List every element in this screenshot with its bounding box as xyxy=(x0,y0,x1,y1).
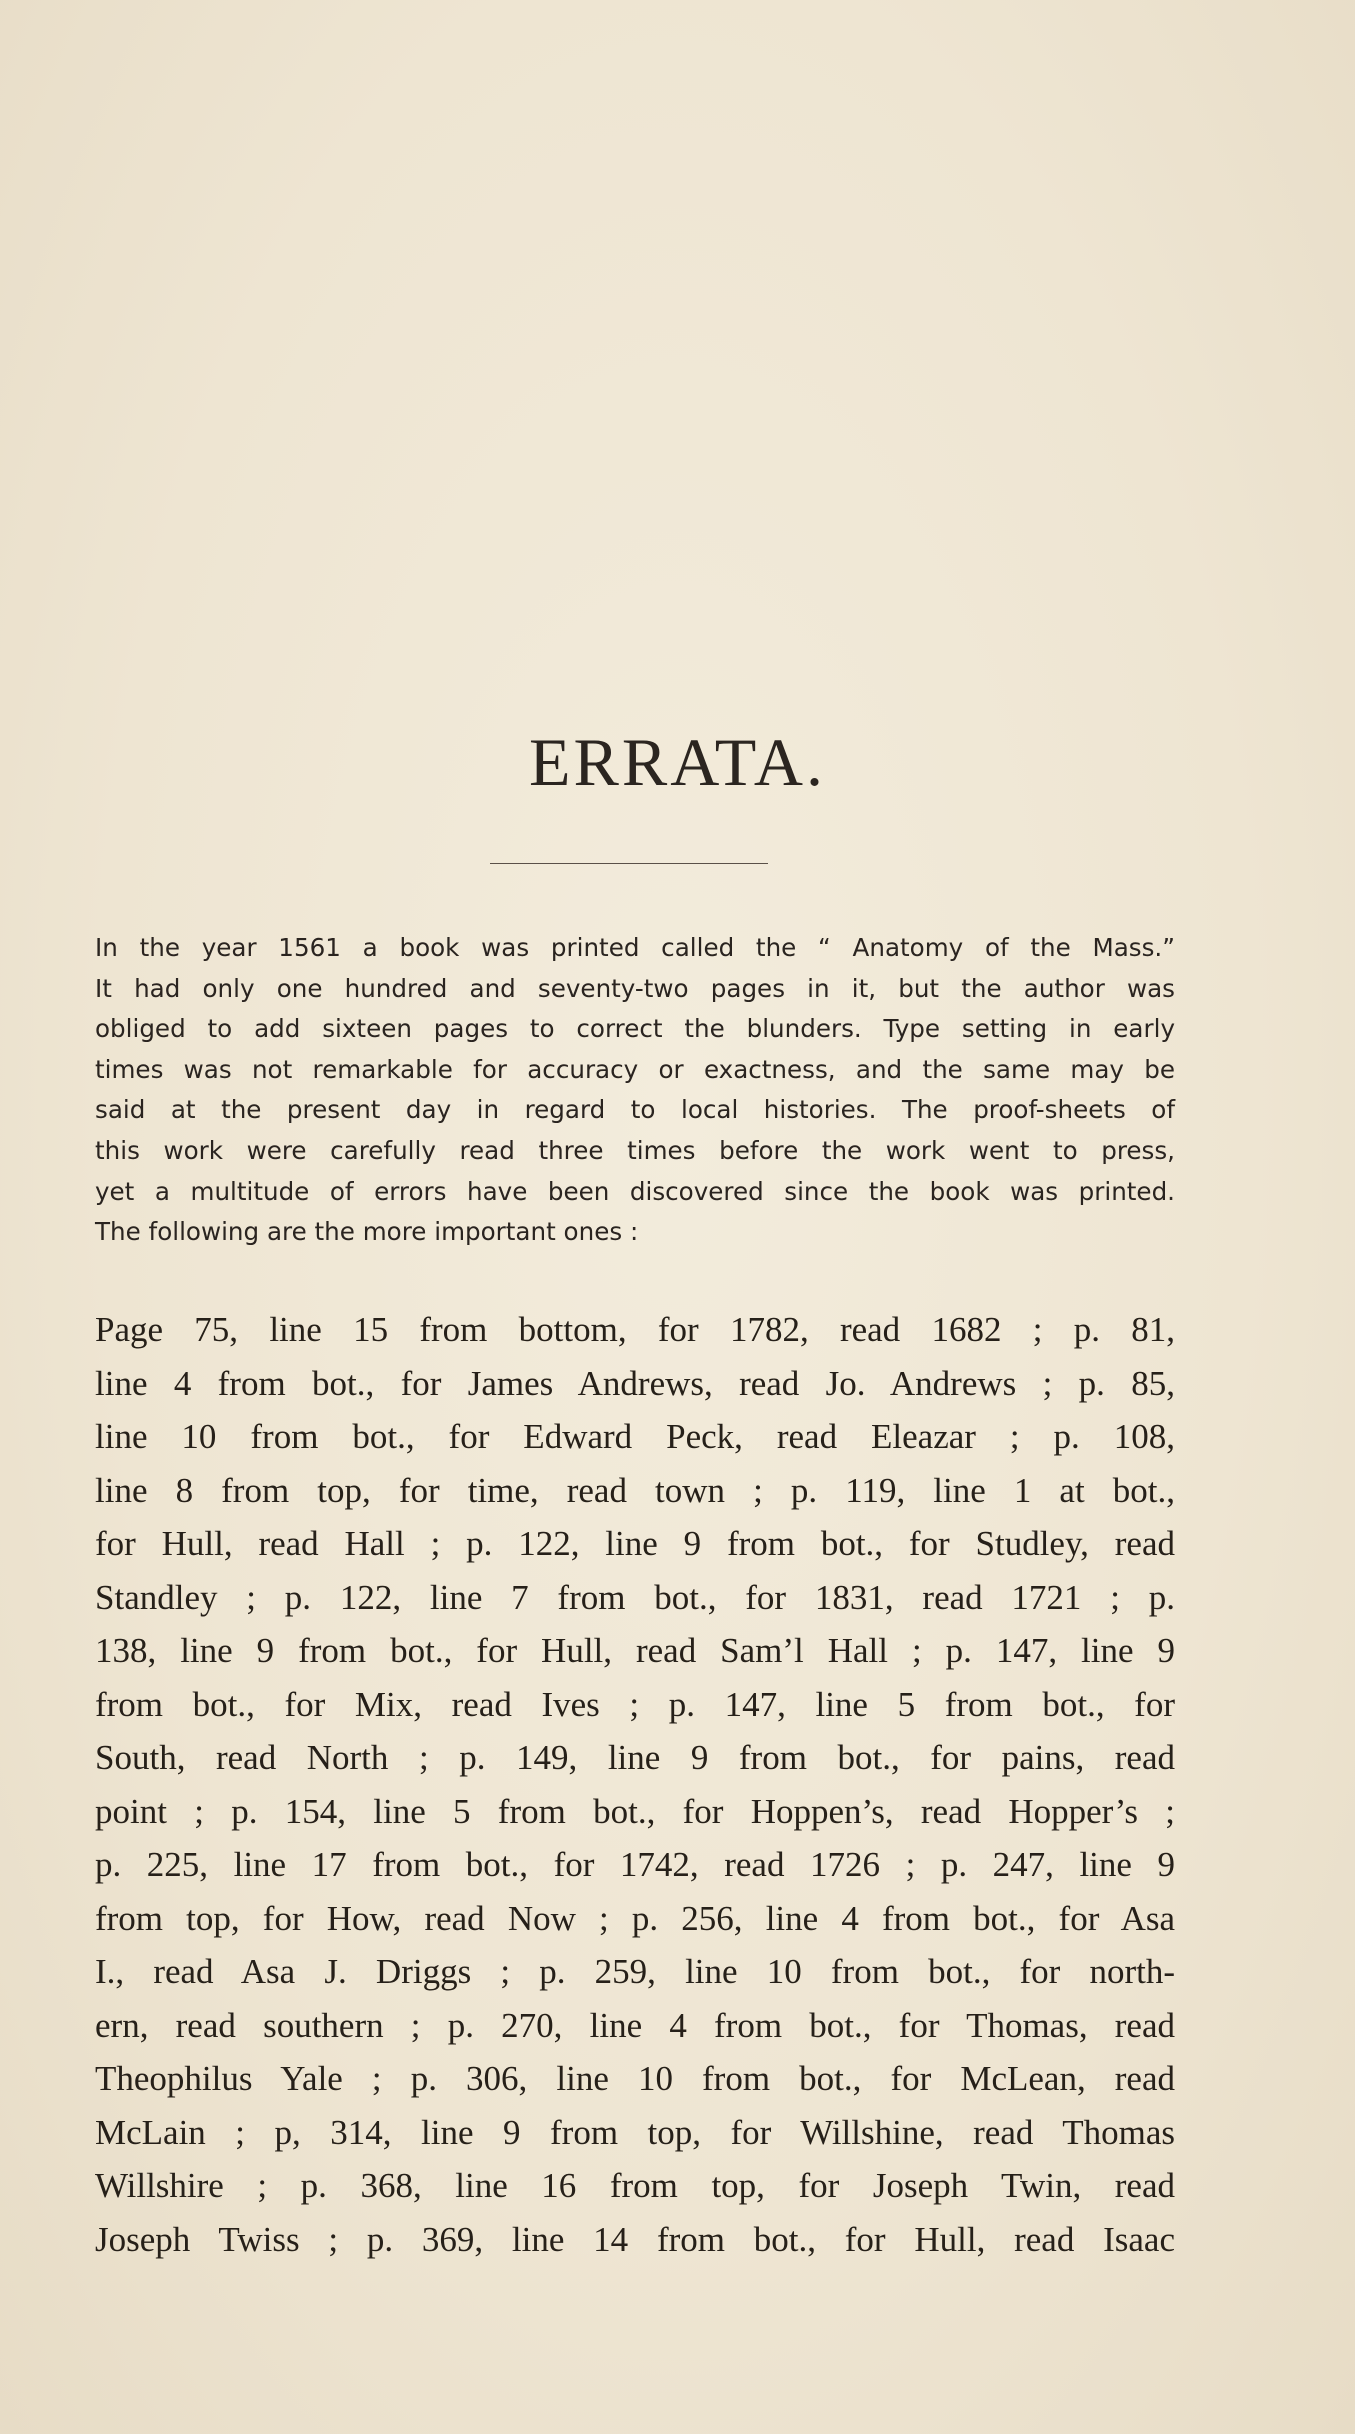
intro-line: The following are the more important ones : xyxy=(95,1217,639,1247)
errata-line: 138, line 9 from bot., for Hull, read Sam’l Hall ; p. 147, line 9 xyxy=(95,1631,1175,1670)
errata-line: p. 225, line 17 from bot., for 1742, read 1726 ; p. 247, line 9 xyxy=(95,1845,1175,1884)
intro-line: times was not remarkable for accuracy or exactness, and the same may be xyxy=(95,1054,1175,1084)
intro-paragraph xyxy=(95,928,1175,1253)
errata-line: Willshire ; p. 368, line 16 from top, for Joseph Twin, read xyxy=(95,2166,1175,2205)
intro-line: this work were carefully read three times before the work went to press, xyxy=(95,1135,1175,1165)
errata-line: line 10 from bot., for Edward Peck, read Eleazar ; p. 108, xyxy=(95,1417,1175,1456)
page-title: ERRATA. xyxy=(528,724,827,800)
errata-line: Standley ; p. 122, line 7 from bot., for 1831, read 1721 ; p. xyxy=(95,1577,1175,1617)
errata-line: line 4 from bot., for James Andrews, read Jo. Andrews ; p. 85, xyxy=(95,1363,1175,1403)
intro-line: yet a multitude of errors have been discovered since the book was printed. xyxy=(95,1176,1175,1206)
errata-line: Page 75, line 15 from bottom, for 1782, read 1682 ; p. 81, xyxy=(95,1310,1175,1349)
errata-line: Theophilus Yale ; p. 306, line 10 from bot., for McLean, read xyxy=(95,2059,1175,2098)
errata-line: McLain ; p, 314, line 9 from top, for Willshine, read Thomas xyxy=(95,2112,1175,2152)
title-divider xyxy=(490,863,768,864)
errata-line: I., read Asa J. Driggs ; p. 259, line 10 from bot., for north- xyxy=(95,1952,1175,1991)
intro-line: said at the present day in regard to local histories. The proof-sheets of xyxy=(95,1095,1175,1125)
errata-line: ern, read southern ; p. 270, line 4 from bot., for Thomas, read xyxy=(95,2005,1175,2045)
errata-line: South, read North ; p. 149, line 9 from bot., for pains, read xyxy=(95,1738,1175,1777)
errata-line: line 8 from top, for time, read town ; p. 119, line 1 at bot., xyxy=(95,1470,1175,1510)
intro-line: obliged to add sixteen pages to correct the blunders. Type setting in early xyxy=(95,1014,1175,1044)
intro-line: It had only one hundred and seventy-two pages in it, but the author was xyxy=(95,973,1175,1003)
intro-line: In the year 1561 a book was printed called the “ Anatomy of the Mass.” xyxy=(95,933,1175,962)
errata-line: point ; p. 154, line 5 from bot., for Hoppen’s, read Hopper’s ; xyxy=(95,1791,1175,1831)
errata-line: from top, for How, read Now ; p. 256, line 4 from bot., for Asa xyxy=(95,1898,1175,1938)
errata-line: for Hull, read Hall ; p. 122, line 9 from bot., for Studley, read xyxy=(95,1524,1175,1563)
errata-list-paragraph xyxy=(95,1303,1175,2266)
errata-line: Joseph Twiss ; p. 369, line 14 from bot., for Hull, read Isaac xyxy=(95,2219,1175,2259)
errata-line: from bot., for Mix, read Ives ; p. 147, line 5 from bot., for xyxy=(95,1684,1175,1724)
